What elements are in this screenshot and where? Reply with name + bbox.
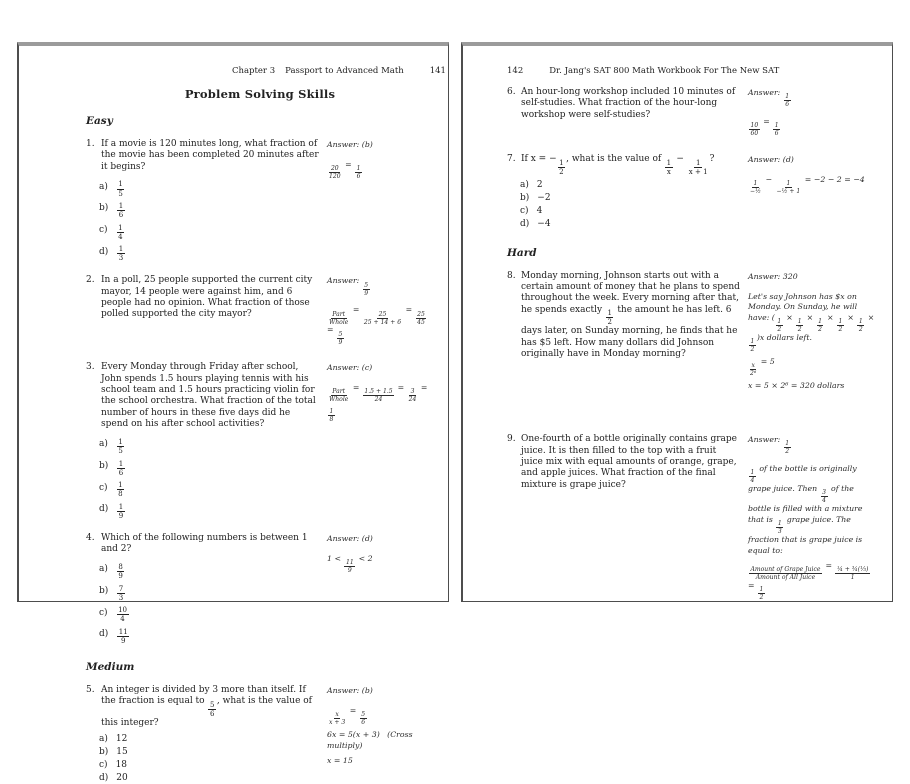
question-9 <box>507 434 880 605</box>
answer-work-note: Let's say Johnson has $x on Monday. On Sunday, he will have: ( $\frac{1}{2}$ × $\frac{1}{2}$ × $\frac{1}{2}$ × $\frac{1}{2}$ × $\frac{1}{2}$ × $\frac{1}{2}$ )x dollars left. <box>748 291 875 354</box>
option-label: d) <box>99 246 109 257</box>
page-number: 142 <box>507 66 524 76</box>
answer-margin <box>327 685 434 784</box>
answer-label: Answer: $\frac{1}{6}$ <box>748 88 790 109</box>
option-label: a) <box>99 439 108 450</box>
question-number: 9. <box>507 434 516 445</box>
option-label: a) <box>99 733 108 744</box>
question-number: 1. <box>86 139 95 149</box>
option-a <box>520 179 748 192</box>
option-value: 20 <box>116 772 128 783</box>
option-value: $\frac{1}{5}$ <box>118 179 123 198</box>
option-label: c) <box>99 607 108 618</box>
question-text: An integer is divided by 3 more than itself. If the fraction is equal to $\frac{5}{6}$ , what is the value of this integer? <box>101 685 313 729</box>
option-label: c) <box>99 759 108 770</box>
question-2 <box>86 275 434 349</box>
answer-work-line: 1 < $\frac{11}{9}$ < 2 <box>327 553 373 574</box>
question-number: 4. <box>86 532 95 543</box>
option-b <box>99 580 327 602</box>
question-number: 7. <box>507 154 516 164</box>
question-7 <box>507 154 880 231</box>
option-label: b) <box>99 746 109 757</box>
option-value: $\frac{1}{4}$ <box>118 222 123 241</box>
option-value: $\frac{11}{9}$ <box>118 626 128 646</box>
option-label: b) <box>99 586 109 597</box>
book-title: Dr. Jang's SAT 800 Math Workbook For The New SAT <box>549 66 780 76</box>
option-c <box>520 205 748 218</box>
answer-margin <box>748 87 880 141</box>
option-c <box>99 602 327 624</box>
option-label: b) <box>520 193 530 204</box>
option-c <box>99 219 327 241</box>
question-text: An hour-long workshop included 10 minutes of self-studies. What fraction of the hour-long workshop were self-studies? <box>521 87 736 120</box>
option-value: $\frac{8}{9}$ <box>118 562 123 581</box>
option-value: $\frac{1}{5}$ <box>118 436 123 456</box>
answer-work-line: x = 15 <box>327 755 353 765</box>
option-label: d) <box>520 219 530 230</box>
option-a <box>99 559 327 581</box>
option-value: $\frac{1}{6}$ <box>118 201 124 220</box>
answer-work-line: $\frac{\text{Amount of Grape Juice}}{\text{Amount of All Juice}}$ = $\frac{\text{¼ + ¾(⅓)}}{1}$ = $\frac{1}{2}$ <box>748 560 869 601</box>
option-b <box>99 198 327 220</box>
answer-work-line: $\frac{10}{60}$ = $\frac{1}{6}$ <box>750 117 779 138</box>
option-label: d) <box>99 504 109 515</box>
option-label: a) <box>520 180 529 191</box>
question-text: Which of the following numbers is between 1 and 2? <box>101 532 308 555</box>
page-number: 141 <box>429 66 446 76</box>
answer-label: Answer: $\frac{1}{2}$ <box>748 435 790 456</box>
section-heading-easy: Easy <box>86 115 113 127</box>
question-text: In a poll, 25 people supported the current city mayor, 14 people were against him, and 6 people had no opinion. What fraction of those polled supported the city mayor? <box>101 275 313 320</box>
option-label: c) <box>99 482 108 493</box>
option-b <box>520 192 748 205</box>
question-4 <box>86 533 434 645</box>
chapter-label: Chapter 3 <box>232 66 276 76</box>
option-value: $\frac{1}{9}$ <box>118 501 124 520</box>
question-text: One-fourth of a bottle originally contains grape juice. It is then filled to the top with a fruit juice mix with equal amounts of orange, grape, and apple juices. What fraction of the final mixture is grape juice? <box>521 434 737 490</box>
section-heading-hard: Hard <box>507 246 537 259</box>
answer-work-line: x = 5 × 2⁶ = 320 dollars <box>748 381 845 391</box>
answer-margin <box>327 275 434 349</box>
options-list <box>520 179 748 231</box>
option-value: 4 <box>536 206 543 217</box>
answer-margin <box>327 362 434 519</box>
option-value: $\frac{1}{3}$ <box>118 244 124 263</box>
options-list <box>99 732 327 784</box>
option-label: c) <box>99 225 108 236</box>
question-number: 6. <box>507 87 516 97</box>
option-value: $\frac{1}{8}$ <box>118 480 123 499</box>
option-value: 12 <box>115 733 128 744</box>
answer-work-note: $\frac{1}{4}$ of the bottle is originally grape juice. Then $\frac{3}{4}$ of the bottle is filled with a mixture that is $\frac{1}{3}$ grape juice. The fraction that is grape juice is equal to: <box>748 464 863 556</box>
options-list <box>99 176 327 263</box>
option-d <box>99 771 327 784</box>
question-8 <box>507 271 880 397</box>
question-number: 5. <box>86 685 95 696</box>
option-value: $\frac{7}{3}$ <box>118 583 124 602</box>
option-value: 15 <box>116 746 128 757</box>
question-6 <box>507 87 880 141</box>
option-value: −4 <box>537 219 551 230</box>
question-text: If x = − $\frac{1}{2}$ , what is the value of $\frac{1}{x}$ − $\frac{1}{x + 1}$ ? <box>521 154 715 176</box>
option-label: b) <box>99 460 109 471</box>
question-number: 2. <box>86 275 95 286</box>
option-value: $\frac{10}{4}$ <box>118 605 127 624</box>
options-list <box>99 433 327 520</box>
option-value: 18 <box>115 759 128 770</box>
answer-work-line: $\frac{x}{\text{2⁶}}$ = 5 <box>750 357 775 378</box>
option-d <box>99 241 327 263</box>
option-label: d) <box>99 629 109 640</box>
chapter-title: Passport to Advanced Math <box>285 66 404 76</box>
answer-label: Answer: (c) <box>327 363 373 373</box>
answer-label: Answer: (d) <box>748 155 794 164</box>
page-left-running-header <box>232 66 446 76</box>
answer-label: Answer: $\frac{5}{9}$ <box>327 276 369 297</box>
question-text: Every Monday through Friday after school, John spends 1.5 hours playing tennis with his school team and 1.5 hours practicing violin for the school orchestra. What fraction of the total number of hours in these five days did he spend on his after school activities? <box>101 362 316 430</box>
option-label: c) <box>520 206 529 217</box>
page-right-content <box>463 46 892 601</box>
option-label: a) <box>99 181 108 192</box>
answer-work-line: $\frac{x}{x + 3}$ = $\frac{5}{6}$ <box>329 706 366 727</box>
option-d <box>99 623 327 645</box>
answer-label: Answer: (b) <box>327 686 373 696</box>
option-label: b) <box>99 203 109 214</box>
option-label: a) <box>99 564 108 575</box>
answer-margin <box>748 154 880 231</box>
question-number: 8. <box>507 270 516 281</box>
question-5 <box>86 685 434 784</box>
answer-label: Answer: (d) <box>327 533 373 543</box>
answer-work-line: $\frac{20}{120}$ = $\frac{1}{6}$ <box>329 159 361 180</box>
option-a <box>99 433 327 455</box>
page-sheet-right <box>461 42 893 602</box>
option-c <box>99 758 327 771</box>
option-value: 2 <box>536 180 543 191</box>
option-a <box>99 176 327 198</box>
section-heading-medium: Medium <box>86 661 135 674</box>
question-text: If a movie is 120 minutes long, what fraction of the movie has been completed 20 minutes after it begins? <box>101 139 319 172</box>
answer-label: Answer: (b) <box>327 140 373 149</box>
answer-margin <box>327 139 434 262</box>
page-right-running-header <box>507 66 880 76</box>
option-b <box>99 745 327 758</box>
options-list <box>99 559 327 646</box>
answer-work-line: 6x = 5(x + 3) (Cross multiply) <box>327 730 413 750</box>
answer-work-line: $\frac{\text{Part}}{\text{Whole}}$ = $\frac{25}{25 + 14 + 6}$ = $\frac{25}{45}$ = $\frac{5}{9}$ <box>327 305 425 346</box>
option-value: −2 <box>537 193 551 204</box>
page-left-content <box>19 46 448 783</box>
question-1 <box>86 139 434 262</box>
question-3 <box>86 362 434 519</box>
question-number: 3. <box>86 362 95 373</box>
option-label: d) <box>99 772 109 783</box>
answer-margin <box>327 533 434 645</box>
answer-label: Answer: 320 <box>748 271 798 281</box>
answer-margin <box>748 271 880 397</box>
option-a <box>99 732 327 745</box>
option-d <box>520 218 748 231</box>
option-d <box>99 498 327 520</box>
page-sheet-left <box>17 42 449 783</box>
answer-work-line: $\frac{\text{Part}}{\text{Whole}}$ = $\frac{1.5 + 1.5}{24}$ = $\frac{3}{24}$ = $\frac{1}{8}$ <box>329 383 428 424</box>
option-value: $\frac{1}{6}$ <box>118 458 124 477</box>
answer-work-line: $\frac{1}{\text{−½}}$ − $\frac{1}{\text{−½ + 1}}$ = −2 − 2 = −4 <box>750 174 865 195</box>
option-b <box>99 455 327 477</box>
question-text: Monday morning, Johnson starts out with a certain amount of money that he plans to spend throughout the week. Every morning after that, he spends exactly $\frac{1}{2}$ the amount he has left. 6 days later, on Sunday morning, he finds that he has $5 left. How many dollars did Johnson originally have in Monday morning? <box>521 270 740 359</box>
page-title: Problem Solving Skills <box>184 87 336 101</box>
answer-margin <box>748 434 880 605</box>
option-c <box>99 477 327 499</box>
